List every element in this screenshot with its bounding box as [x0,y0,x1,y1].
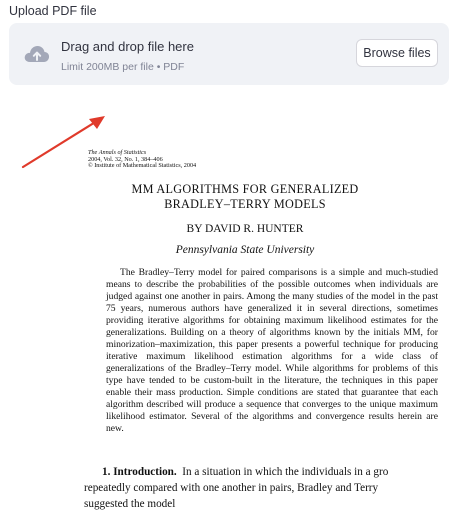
journal-name: The Annals of Statistics [88,149,147,156]
paper-title-line-2: BRADLEY–TERRY MODELS [164,197,326,211]
dropzone-limit: Limit 200MB per file • PDF [61,61,185,73]
intro-line-3: suggested the model [84,498,176,510]
paper-title [80,182,410,212]
journal-copyright: © Institute of Mathematical Statistics, 2004 [88,162,197,170]
upload-label: Upload PDF file [9,4,97,18]
intro-heading: 1. Introduction. [102,466,177,478]
intro-section [84,464,474,512]
intro-line-1-text: In a situation in which the individuals in a gro [182,466,389,478]
paper-title-line-1: MM ALGORITHMS FOR GENERALIZED [131,182,359,196]
pdf-preview [0,140,474,516]
intro-line-2: repeatedly compared with one another in pairs, Bradley and Terry [84,482,379,494]
journal-volume: 2004, Vol. 32, No. 1, 384–406 [88,155,163,163]
paper-affiliation: Pennsylvania State University [175,244,315,256]
journal-header [88,150,196,170]
intro-line-1 [84,464,474,480]
dropzone-title: Drag and drop file here [61,39,194,54]
paper-abstract: The Bradley–Terry model for paired comparisons is a simple and much-studied means to describe the probabilities of the possible outcomes when individuals are judged against one another in pairs. Among the many studies of the model in the past 75 years, numerous authors have generalized it in several directions, sometimes providing iterative algorithms for obtaining maximum likelihood estimates for the generalizations. Building on a theory of algorithms known by the initials MM, for minorization–maximization, this paper presents a powerful technique for producing iterative maximum likelihood estimation algorithms for a wide class of generalizations of the Bradley–Terry model. While algorithms for problems of this type have tended to be custom-built in the literature, the techniques in this paper enable their mass production. Simple conditions are stated that guarantee that each algorithm described will produce a sequence that converges to the unique maximum likelihood estimator. Several of the algorithms and convergence results herein are new. [106,267,438,434]
cloud-upload-icon [23,43,51,65]
browse-files-button[interactable]: Browse files [356,39,438,67]
paper-author: BY DAVID R. HUNTER [186,223,304,235]
file-dropzone[interactable] [9,23,449,85]
